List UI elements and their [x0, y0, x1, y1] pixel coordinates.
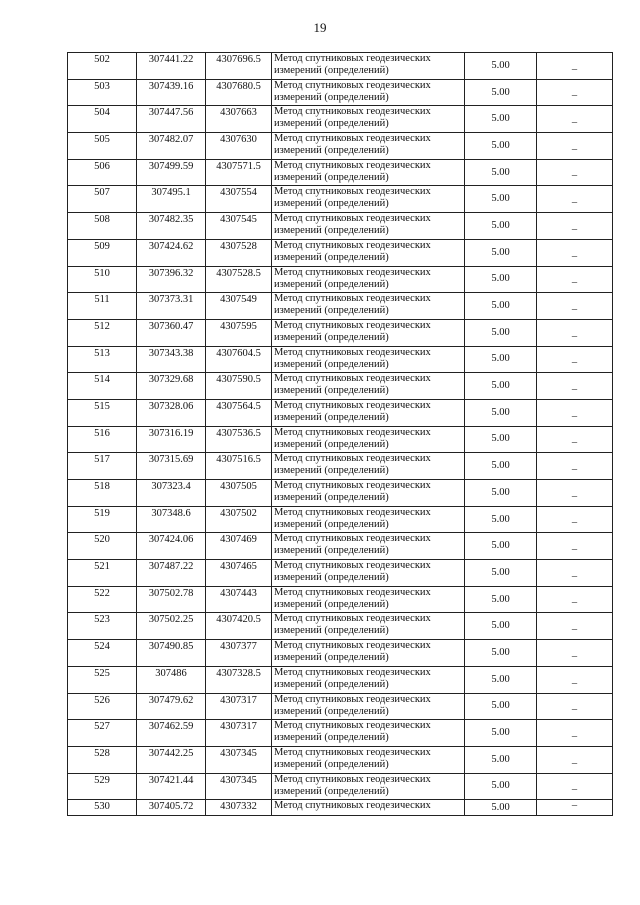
precision-cell: 5.00 [465, 399, 537, 426]
method-cell [272, 213, 465, 240]
x-coordinate-cell: 307502.78 [137, 586, 206, 613]
empty-value-dash: – [537, 159, 613, 186]
point-number-cell: 504 [68, 106, 137, 133]
empty-value-dash: – [537, 560, 613, 587]
precision-cell: 5.00 [465, 53, 537, 80]
point-number-cell: 512 [68, 319, 137, 346]
table-row [68, 453, 613, 480]
x-coordinate-cell: 307360.47 [137, 319, 206, 346]
method-cell [272, 159, 465, 186]
method-text-line-2: измерений (определений) [274, 598, 389, 610]
method-text-line-2: измерений (определений) [274, 145, 389, 157]
precision-cell: 5.00 [465, 453, 537, 480]
point-number-cell: 528 [68, 746, 137, 773]
point-number-cell: 527 [68, 720, 137, 747]
method-cell [272, 773, 465, 800]
point-number-cell: 516 [68, 426, 137, 453]
method-text-line-1: Метод спутниковых геодезических [274, 159, 431, 171]
point-number-cell: 506 [68, 159, 137, 186]
method-text-line-2: измерений (определений) [274, 171, 389, 183]
method-cell [272, 453, 465, 480]
empty-value-dash: – [537, 533, 613, 560]
empty-value-dash: – [537, 319, 613, 346]
table-row [68, 373, 613, 400]
method-text-line-2: измерений (определений) [274, 251, 389, 263]
table-row [68, 266, 613, 293]
y-coordinate-cell: 4307505 [206, 480, 272, 507]
precision-cell: 5.00 [465, 746, 537, 773]
precision-cell: 5.00 [465, 426, 537, 453]
precision-cell: 5.00 [465, 79, 537, 106]
method-text-line-2: измерений (определений) [274, 225, 389, 237]
precision-cell: 5.00 [465, 239, 537, 266]
x-coordinate-cell: 307329.68 [137, 373, 206, 400]
method-cell [272, 640, 465, 667]
y-coordinate-cell: 4307332 [206, 800, 272, 816]
method-text-line-1: Метод спутниковых геодезических [274, 640, 431, 652]
y-coordinate-cell: 4307328.5 [206, 666, 272, 693]
method-cell [272, 533, 465, 560]
method-text-line-2: измерений (определений) [274, 465, 389, 477]
y-coordinate-cell: 4307564.5 [206, 399, 272, 426]
table-row [68, 773, 613, 800]
method-text-line-2: измерений (определений) [274, 198, 389, 210]
x-coordinate-cell: 307479.62 [137, 693, 206, 720]
x-coordinate-cell: 307490.85 [137, 640, 206, 667]
method-cell [272, 693, 465, 720]
method-text-line-1: Метод спутниковых геодезических [274, 373, 431, 385]
table-row [68, 106, 613, 133]
precision-cell: 5.00 [465, 213, 537, 240]
precision-cell: 5.00 [465, 613, 537, 640]
precision-cell: 5.00 [465, 506, 537, 533]
x-coordinate-cell: 307323.4 [137, 480, 206, 507]
y-coordinate-cell: 4307317 [206, 693, 272, 720]
method-cell [272, 506, 465, 533]
table-row [68, 239, 613, 266]
precision-cell: 5.00 [465, 720, 537, 747]
method-text-line-1: Метод спутниковых геодезических [274, 480, 431, 491]
method-text-line-1: Метод спутниковых геодезических [274, 720, 431, 732]
empty-value-dash: – [537, 53, 613, 80]
method-text-line-2: измерений (определений) [274, 732, 389, 744]
empty-value-dash: – [537, 506, 613, 533]
method-cell [272, 53, 465, 80]
table-row [68, 746, 613, 773]
table-row [68, 533, 613, 560]
page-number: 19 [313, 20, 327, 35]
method-text-line-1: Метод спутниковых геодезических [274, 693, 431, 705]
method-cell [272, 399, 465, 426]
table-row [68, 720, 613, 747]
method-text-line-2: измерений (определений) [274, 492, 389, 503]
empty-value-dash: – [537, 666, 613, 693]
method-text-line-1: Метод спутниковых геодезических [274, 426, 431, 438]
method-text-line-1: Метод спутниковых геодезических [274, 319, 431, 331]
method-text-line-2: измерений (определений) [274, 705, 389, 717]
method-text-line-1: Метод спутниковых геодезических [274, 506, 431, 518]
method-cell [272, 373, 465, 400]
y-coordinate-cell: 4307630 [206, 133, 272, 160]
method-text-line-1: Метод спутниковых геодезических [274, 666, 431, 678]
method-cell [272, 239, 465, 266]
point-number-cell: 510 [68, 266, 137, 293]
method-text-line-1: Метод спутниковых геодезических [274, 53, 431, 64]
point-number-cell: 523 [68, 613, 137, 640]
method-text-line-2: измерений (определений) [274, 572, 389, 584]
method-text-line-1: Метод спутниковых геодезических [274, 133, 431, 145]
point-number-cell: 519 [68, 506, 137, 533]
precision-cell: 5.00 [465, 319, 537, 346]
table-row [68, 640, 613, 667]
empty-value-dash: – [537, 213, 613, 240]
method-text-line-2: измерений (определений) [274, 91, 389, 103]
method-text-line-1: Метод спутниковых геодезических [274, 293, 431, 305]
method-cell [272, 613, 465, 640]
method-text-line-2: измерений (определений) [274, 331, 389, 343]
empty-value-dash: – [537, 453, 613, 480]
table-row [68, 293, 613, 320]
point-number-cell: 518 [68, 480, 137, 507]
method-text-line-2: измерений (определений) [274, 625, 389, 637]
empty-value-dash: – [537, 239, 613, 266]
empty-value-dash: – [537, 693, 613, 720]
precision-cell: 5.00 [465, 133, 537, 160]
empty-value-dash: – [537, 426, 613, 453]
y-coordinate-cell: 4307545 [206, 213, 272, 240]
precision-cell: 5.00 [465, 693, 537, 720]
y-coordinate-cell: 4307377 [206, 640, 272, 667]
method-text-line-2: измерений (определений) [274, 278, 389, 290]
precision-cell: 5.00 [465, 293, 537, 320]
precision-cell: 5.00 [465, 266, 537, 293]
table-row [68, 800, 613, 816]
y-coordinate-cell: 4307420.5 [206, 613, 272, 640]
point-number-cell: 513 [68, 346, 137, 373]
empty-value-dash: – [537, 613, 613, 640]
precision-cell: 5.00 [465, 106, 537, 133]
empty-value-dash: – [537, 640, 613, 667]
point-number-cell: 526 [68, 693, 137, 720]
x-coordinate-cell: 307424.06 [137, 533, 206, 560]
precision-cell: 5.00 [465, 560, 537, 587]
y-coordinate-cell: 4307516.5 [206, 453, 272, 480]
y-coordinate-cell: 4307345 [206, 773, 272, 800]
point-number-cell: 515 [68, 399, 137, 426]
x-coordinate-cell: 307424.62 [137, 239, 206, 266]
point-number-cell: 508 [68, 213, 137, 240]
empty-value-dash: – [537, 133, 613, 160]
method-text-line-1: Метод спутниковых геодезических [274, 213, 431, 225]
method-text-line-1: Метод спутниковых геодезических [274, 399, 431, 411]
method-text-line-1: Метод спутниковых геодезических [274, 533, 431, 545]
table-body [68, 53, 613, 816]
table-row [68, 79, 613, 106]
point-number-cell: 502 [68, 53, 137, 80]
empty-value-dash: – [537, 720, 613, 747]
point-number-cell: 503 [68, 79, 137, 106]
empty-value-dash: – [537, 773, 613, 800]
empty-value-dash: – [537, 586, 613, 613]
method-text-line-1: Метод спутниковых геодезических [274, 106, 431, 118]
x-coordinate-cell: 307316.19 [137, 426, 206, 453]
empty-value-dash: – [537, 266, 613, 293]
y-coordinate-cell: 4307571.5 [206, 159, 272, 186]
table-row [68, 480, 613, 507]
method-cell [272, 266, 465, 293]
method-cell [272, 746, 465, 773]
method-cell [272, 79, 465, 106]
table-row [68, 693, 613, 720]
method-text-line-1: Метод спутниковых геодезических [274, 586, 431, 598]
y-coordinate-cell: 4307549 [206, 293, 272, 320]
empty-value-dash: – [537, 480, 613, 507]
method-text-line-1: Метод спутниковых геодезических [274, 186, 431, 198]
point-number-cell: 520 [68, 533, 137, 560]
y-coordinate-cell: 4307595 [206, 319, 272, 346]
precision-cell: 5.00 [465, 586, 537, 613]
point-number-cell: 511 [68, 293, 137, 320]
precision-cell: 5.00 [465, 533, 537, 560]
x-coordinate-cell: 307482.07 [137, 133, 206, 160]
point-number-cell: 525 [68, 666, 137, 693]
method-cell [272, 426, 465, 453]
y-coordinate-cell: 4307680.5 [206, 79, 272, 106]
table-row [68, 133, 613, 160]
y-coordinate-cell: 4307604.5 [206, 346, 272, 373]
x-coordinate-cell: 307441.22 [137, 53, 206, 80]
table-row [68, 319, 613, 346]
y-coordinate-cell: 4307317 [206, 720, 272, 747]
method-text-line-2: измерений (определений) [274, 305, 389, 317]
table-row [68, 586, 613, 613]
precision-cell: 5.00 [465, 346, 537, 373]
x-coordinate-cell: 307487.22 [137, 560, 206, 587]
point-number-cell: 517 [68, 453, 137, 480]
method-text-line-2: измерений (определений) [274, 438, 389, 450]
x-coordinate-cell: 307396.32 [137, 266, 206, 293]
y-coordinate-cell: 4307528 [206, 239, 272, 266]
method-text-line-1: Метод спутниковых геодезических [274, 266, 431, 278]
method-text-line-2: измерений (определений) [274, 652, 389, 664]
x-coordinate-cell: 307421.44 [137, 773, 206, 800]
x-coordinate-cell: 307499.59 [137, 159, 206, 186]
precision-cell: 5.00 [465, 159, 537, 186]
method-text-line-1: Метод спутниковых геодезических [274, 79, 431, 91]
empty-value-dash: – [537, 186, 613, 213]
method-cell [272, 586, 465, 613]
point-number-cell: 514 [68, 373, 137, 400]
method-cell [272, 480, 465, 507]
precision-cell: 5.00 [465, 373, 537, 400]
method-cell [272, 720, 465, 747]
empty-value-dash: – [537, 79, 613, 106]
method-text-line-2: измерений (определений) [274, 411, 389, 423]
empty-value-dash: – [537, 293, 613, 320]
point-number-cell: 524 [68, 640, 137, 667]
method-text-line-1: Метод спутниковых геодезических [274, 613, 431, 625]
precision-cell: 5.00 [465, 800, 537, 816]
x-coordinate-cell: 307502.25 [137, 613, 206, 640]
method-cell [272, 319, 465, 346]
table-row [68, 213, 613, 240]
table-row [68, 426, 613, 453]
table-row [68, 159, 613, 186]
y-coordinate-cell: 4307696.5 [206, 53, 272, 80]
method-text-line-1: Метод спутниковых геодезических [274, 560, 431, 572]
x-coordinate-cell: 307447.56 [137, 106, 206, 133]
method-text-line-1: Метод спутниковых геодезических [274, 346, 431, 358]
method-text-line-2: измерений (определений) [274, 118, 389, 130]
point-number-cell: 521 [68, 560, 137, 587]
precision-cell: 5.00 [465, 480, 537, 507]
y-coordinate-cell: 4307554 [206, 186, 272, 213]
y-coordinate-cell: 4307502 [206, 506, 272, 533]
method-cell [272, 666, 465, 693]
empty-value-dash: – [537, 373, 613, 400]
x-coordinate-cell: 307315.69 [137, 453, 206, 480]
point-number-cell: 530 [68, 800, 137, 816]
x-coordinate-cell: 307348.6 [137, 506, 206, 533]
empty-value-dash: – [537, 346, 613, 373]
x-coordinate-cell: 307495.1 [137, 186, 206, 213]
method-text-line-2: измерений (определений) [274, 758, 389, 770]
method-text-line-2: измерений (определений) [274, 385, 389, 397]
table-row [68, 666, 613, 693]
method-text-line-2: измерений (определений) [274, 65, 389, 76]
table-row [68, 399, 613, 426]
x-coordinate-cell: 307405.72 [137, 800, 206, 816]
table-row [68, 613, 613, 640]
method-cell [272, 133, 465, 160]
empty-value-dash: – [537, 746, 613, 773]
precision-cell: 5.00 [465, 666, 537, 693]
table-row [68, 346, 613, 373]
x-coordinate-cell: 307343.38 [137, 346, 206, 373]
method-text-line-2: измерений (определений) [274, 545, 389, 557]
method-text-line-1: Метод спутниковых геодезических [274, 746, 431, 758]
y-coordinate-cell: 4307345 [206, 746, 272, 773]
y-coordinate-cell: 4307469 [206, 533, 272, 560]
method-cell [272, 186, 465, 213]
method-cell [272, 800, 465, 816]
method-text-line-1: Метод спутниковых геодезических [274, 239, 431, 251]
method-text-line-2: измерений (определений) [274, 678, 389, 690]
x-coordinate-cell: 307439.16 [137, 79, 206, 106]
point-number-cell: 529 [68, 773, 137, 800]
method-text-line-2: измерений (определений) [274, 358, 389, 370]
precision-cell: 5.00 [465, 773, 537, 800]
y-coordinate-cell: 4307465 [206, 560, 272, 587]
y-coordinate-cell: 4307663 [206, 106, 272, 133]
x-coordinate-cell: 307328.06 [137, 399, 206, 426]
x-coordinate-cell: 307462.59 [137, 720, 206, 747]
empty-value-dash: – [537, 106, 613, 133]
y-coordinate-cell: 4307443 [206, 586, 272, 613]
method-text-line-1: Метод спутниковых геодезических [274, 453, 431, 465]
point-number-cell: 507 [68, 186, 137, 213]
method-cell [272, 346, 465, 373]
method-cell [272, 560, 465, 587]
precision-cell: 5.00 [465, 186, 537, 213]
x-coordinate-cell: 307482.35 [137, 213, 206, 240]
y-coordinate-cell: 4307536.5 [206, 426, 272, 453]
method-text-line-2: измерений (определений) [274, 785, 389, 797]
point-number-cell: 522 [68, 586, 137, 613]
x-coordinate-cell: 307442.25 [137, 746, 206, 773]
method-cell [272, 293, 465, 320]
method-cell [272, 106, 465, 133]
method-text-line-1: Метод спутниковых геодезических [274, 773, 431, 785]
table-row [68, 560, 613, 587]
x-coordinate-cell: 307486 [137, 666, 206, 693]
table-row [68, 53, 613, 80]
table-row [68, 186, 613, 213]
coordinates-table [67, 52, 613, 816]
table-row [68, 506, 613, 533]
point-number-cell: 505 [68, 133, 137, 160]
method-text-line-2: измерений (определений) [274, 518, 389, 530]
empty-value-dash: – [537, 399, 613, 426]
precision-cell: 5.00 [465, 640, 537, 667]
y-coordinate-cell: 4307528.5 [206, 266, 272, 293]
y-coordinate-cell: 4307590.5 [206, 373, 272, 400]
point-number-cell: 509 [68, 239, 137, 266]
x-coordinate-cell: 307373.31 [137, 293, 206, 320]
empty-value-dash: – [537, 800, 613, 816]
method-text-line-1: Метод спутниковых геодезических [274, 800, 431, 812]
